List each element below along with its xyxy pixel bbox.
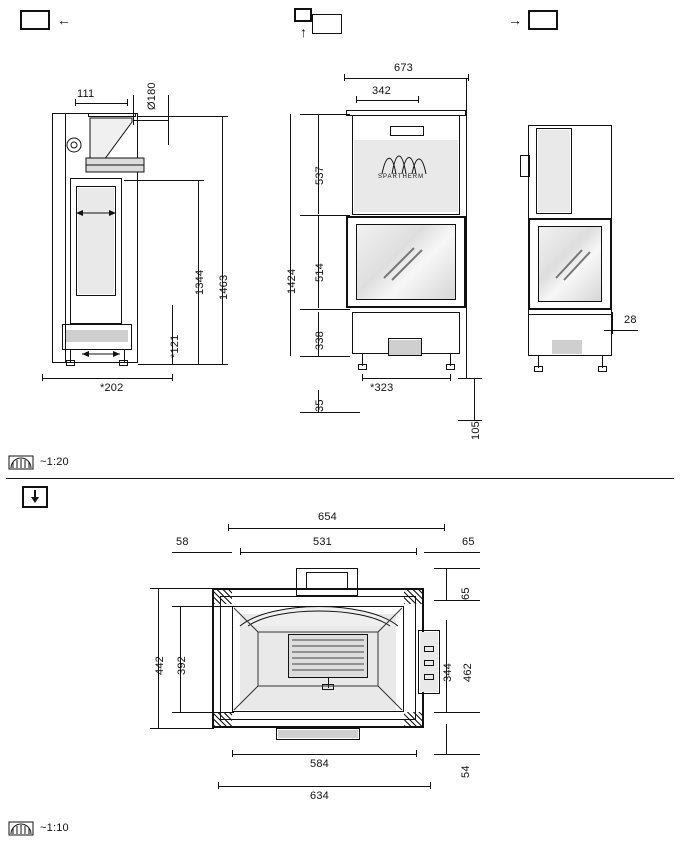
front-view-arrow: ↑ <box>300 24 308 40</box>
dim-65-right: 65 <box>460 587 472 600</box>
dim-121: *121 <box>169 334 181 358</box>
dim-111: 111 <box>77 88 95 100</box>
dim-342: 342 <box>372 85 391 97</box>
brand-label: SPARTHERM <box>378 174 425 180</box>
dim-1344: 1344 <box>194 269 206 295</box>
dim-654: 654 <box>318 511 337 523</box>
dim-634: 634 <box>310 790 329 802</box>
dim-531: 531 <box>313 536 332 548</box>
dim-d180: Ø180 <box>146 82 158 110</box>
dim-514: 514 <box>314 263 326 282</box>
dim-28: 28 <box>624 314 637 326</box>
dim-105: 105 <box>470 421 482 440</box>
scale-1-10-label: ~1:10 <box>40 822 69 834</box>
dim-58: 58 <box>176 536 189 548</box>
side-view-right-arrow: → <box>508 12 523 28</box>
dim-338: 338 <box>314 331 326 350</box>
side-view-left-arrow: ← <box>57 12 72 28</box>
dim-392: 392 <box>176 656 188 675</box>
dim-462: 462 <box>462 663 474 682</box>
dim-673: 673 <box>394 62 413 74</box>
dim-442: 442 <box>154 656 166 675</box>
dim-584: 584 <box>310 758 329 770</box>
dim-54: 54 <box>460 765 472 778</box>
dim-344: 344 <box>442 663 454 682</box>
scale-1-20-label: ~1:20 <box>40 456 69 468</box>
dim-1463: 1463 <box>218 274 230 300</box>
dim-1424: 1424 <box>286 268 298 294</box>
dim-65-left: 65 <box>462 536 475 548</box>
dim-35: 35 <box>314 399 326 412</box>
dim-202: *202 <box>100 382 124 394</box>
dim-537: 537 <box>314 166 326 185</box>
dim-323: *323 <box>370 382 394 394</box>
